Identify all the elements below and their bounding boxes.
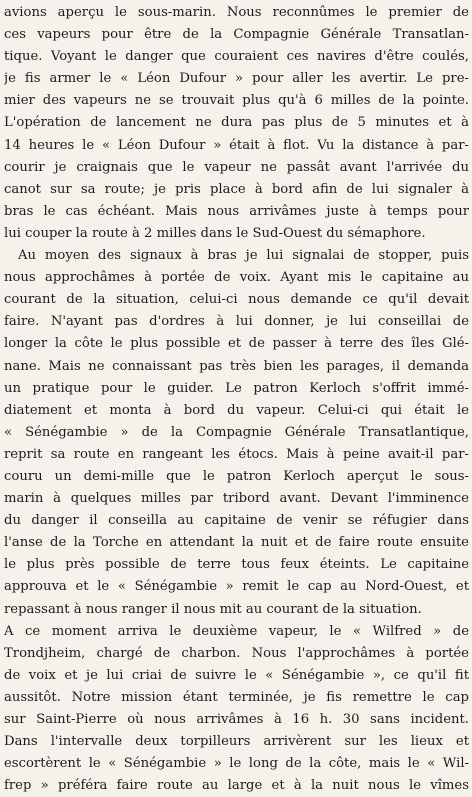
text-line: escortèrent le « Sénégambie » le long de la côte, mais le « Wil- [4, 756, 469, 772]
text-line: mier des vapeurs ne se trouvait plus qu'à 6 milles de la pointe. [4, 93, 469, 109]
text-line: de voix et je lui criai de suivre le « Sénégambie », ce qu'il fit [4, 667, 469, 683]
text-line: nane. Mais ne connaissant pas très bien les parages, il demanda [4, 358, 469, 374]
text-line: le plus près possible de terre tous feux éteints. Le capitaine [4, 557, 469, 573]
text-line: l'anse de la Torche en attendant la nuit et de faire route ensuite [4, 535, 469, 551]
text-line: longer la côte le plus possible et de passer à terre des îles Glé- [4, 336, 469, 352]
text-line: diatement et monta à bord du vapeur. Celui-ci qui était le [4, 402, 469, 418]
text-line: Au moyen des signaux à bras je lui signalai de stopper, puis [18, 248, 469, 264]
text-line: un pratique pour le guider. Le patron Kerloch s'offrit immé- [4, 380, 469, 396]
text-line: reprit sa route en rangeant les étocs. Mais à peine avait-il par- [4, 446, 469, 462]
text-line: du danger il conseilla au capitaine de venir se réfugier dans [4, 513, 469, 529]
text-line: frep » préféra faire route au large et à la nuit nous le vîmes [4, 778, 469, 794]
text-line: L'opération de lancement ne dura pas plus de 5 minutes et à [4, 115, 469, 131]
paragraph-2 [4, 245, 469, 621]
text-line: A ce moment arriva le deuxième vapeur, le « Wilfred » de [4, 623, 469, 639]
text-line: Dans l'intervalle deux torpilleurs arrivèrent sur les lieux et [4, 734, 469, 750]
text-line: tique. Voyant le danger que couraient ces navires d'être coulés, [4, 49, 469, 65]
text-line: courir je craignais que le vapeur ne passât avant l'arrivée du [4, 159, 469, 175]
text-line: je fis armer le « Léon Dufour » pour aller les avertir. Le pre- [4, 71, 469, 87]
text-line: Trondjheim, chargé de charbon. Nous l'approchâmes à portée [4, 645, 469, 661]
text-line: bras le cas échéant. Mais nous arrivâmes juste à temps pour [4, 203, 469, 219]
text-line: 14 heures le « Léon Dufour » était à flot. Vu la distance à par- [4, 137, 469, 153]
text-line: ces vapeurs pour être de la Compagnie Générale Transatlan- [4, 27, 469, 43]
paragraph-1 [4, 2, 469, 245]
text-line: canot sur sa route; je pris place à bord afin de lui signaler à [4, 181, 469, 197]
text-line: marin à quelques milles par tribord avant. Devant l'imminence [4, 491, 469, 507]
text-line: lui couper la route à 2 milles dans le Sud-Ouest du sémaphore. [4, 225, 426, 241]
text-line: aussitôt. Notre mission étant terminée, je fis remettre le cap [4, 689, 469, 705]
text-line: faire. N'ayant pas d'ordres à lui donner, je lui conseillai de [4, 314, 469, 330]
text-line: couru un demi-mille que le patron Kerloch aperçut le sous- [4, 468, 469, 484]
text-line: courant de la situation, celui-ci nous demande ce qu'il devait [4, 292, 469, 308]
text-line: avions aperçu le sous-marin. Nous reconnûmes le premier de [4, 5, 469, 20]
text-line: sur Saint-Pierre où nous arrivâmes à 16 h. 30 sans incident. [4, 712, 469, 727]
paragraph-3 [4, 621, 469, 797]
text-line: « Sénégambie » de la Compagnie Générale Transatlantique, [4, 424, 469, 440]
text-line: nous approchâmes à portée de voix. Ayant mis le capitaine au [4, 270, 469, 286]
text-line: repassant à nous ranger il nous mit au courant de la situation. [4, 601, 422, 617]
text-line: approuva et le « Sénégambie » remit le cap au Nord-Ouest, et [4, 579, 469, 595]
